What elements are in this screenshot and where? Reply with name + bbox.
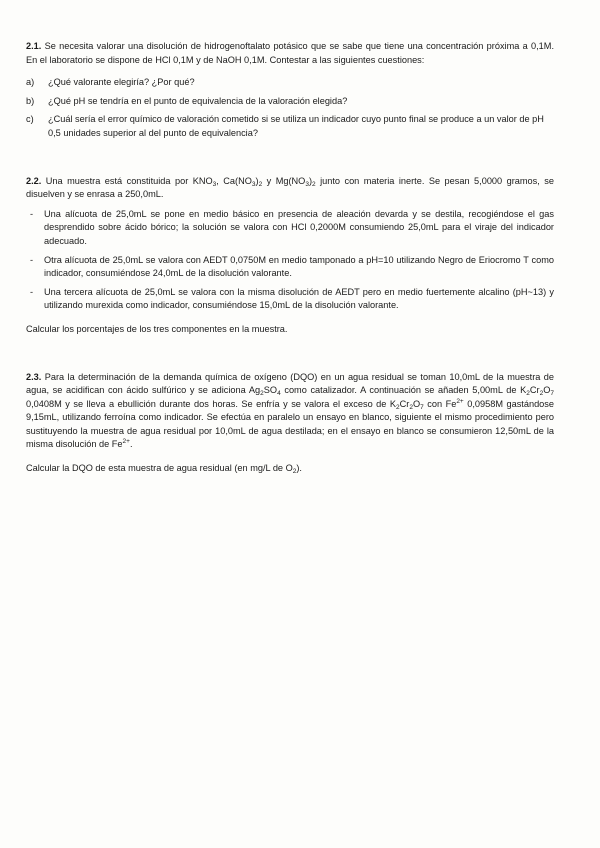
- bullet-dash: -: [30, 208, 34, 219]
- procedure-item: [26, 286, 554, 313]
- problem-2-3-statement: 2.3. Para la determinación de la demanda química de oxígeno (DQO) en un agua residual se toman 10,0mL de la muestra de agua, se acidifican con ácido sulfúrico y se adiciona $Ag_2SO_4$ como catalizador. A continuación se añaden 5,00mL de $K_2Cr_2O_7$ 0,0408M y se lleva a ebullición durante dos horas. Se enfría y se valora el exceso de $K_2Cr_2O_7$ con $Fe^{2+}$ 0,0958M gastándose 9,15mL, utilizando ferroína como indicador. Se efectúa en paralelo un ensayo en blanco, siguiente el mismo procedimiento pero sustituyendo la muestra de agua residual por 10,0mL de agua destilada; en el ensayo en blanco se consumieron 12,50mL de la misma disolución de $Fe^{2+}$.: [26, 371, 555, 450]
- problem-2-2-statement: 2.2. Una muestra está constituida por $KNO_3$, $Ca(NO_3)_2$ y $Mg(NO_3)_2$ junto con materia inerte. Se pesan 5,0000 gramos, se disuelven y se enrasa a 250,0mL.: [26, 175, 554, 200]
- procedure-text: Otra alícuota de 25,0mL se valora con AEDT 0,0750M en medio tamponado a pH=10 utilizando Negro de Eriocromo T como indicador, consumiéndose 24,0mL de la disolución valorante.: [44, 254, 554, 279]
- question-list: [26, 76, 554, 140]
- question-label: c): [26, 114, 34, 125]
- bullet-dash: -: [30, 286, 34, 297]
- question-c: [26, 113, 554, 140]
- problem-2-2-number: 2.2.: [26, 175, 42, 186]
- problem-2-1-number: 2.1.: [26, 41, 42, 51]
- problem-2-1-intro: Se necesita valorar una disolución de hidrogenoftalato potásico que se sabe que tiene una concentración próxima a 0,1M. En el laboratorio se dispone de HCl 0,1M y de NaOH 0,1M. Contestar a las siguientes cuestiones:: [26, 41, 554, 65]
- problem-2-1: [26, 40, 554, 141]
- question-text: ¿Cuál sería el error químico de valoración cometido si se utiliza un indicador cuyo punto final se produce a un valor de pH 0,5 unidades superior al del punto de equivalencia?: [48, 114, 544, 138]
- question-a: [26, 76, 554, 90]
- question-text: ¿Qué pH se tendría en el punto de equivalencia de la valoración elegida?: [48, 95, 348, 106]
- problem-2-1-statement: [26, 40, 554, 67]
- bullet-dash: -: [30, 254, 34, 265]
- problem-2-3-question: Calcular la DQO de esta muestra de agua residual (en mg/L de $O_2$).: [26, 463, 302, 476]
- procedure-list: [26, 208, 554, 313]
- question-text: ¿Qué valorante elegiría? ¿Por qué?: [48, 77, 195, 88]
- question-label: a): [26, 77, 35, 88]
- question-b: [26, 95, 554, 109]
- procedure-text: Una alícuota de 25,0mL se pone en medio básico en presencia de aleación devarda y se destila, recogiéndose el gas desprendido sobre ácido bórico; la solución se valora con HCl 0,2000M consumiendo 25,0mL para el viraje del indicador adecuado.: [44, 208, 554, 246]
- document-page: [26, 40, 554, 476]
- procedure-item: [26, 254, 554, 281]
- problem-2-2-question: Calcular los porcentajes de los tres componentes en la muestra.: [26, 323, 288, 334]
- question-label: b): [26, 95, 35, 106]
- problem-2-3-number: 2.3.: [26, 371, 42, 382]
- procedure-item: [26, 208, 554, 249]
- problem-2-3: [26, 371, 554, 476]
- procedure-text: Una tercera alícuota de 25,0mL se valora con la misma disolución de AEDT pero en medio fuertemente alcalino (pH~13) y utilizando murexida como indicador, consumiéndose 15,0mL de la disolución valorante.: [44, 286, 554, 311]
- problem-2-2: [26, 175, 554, 337]
